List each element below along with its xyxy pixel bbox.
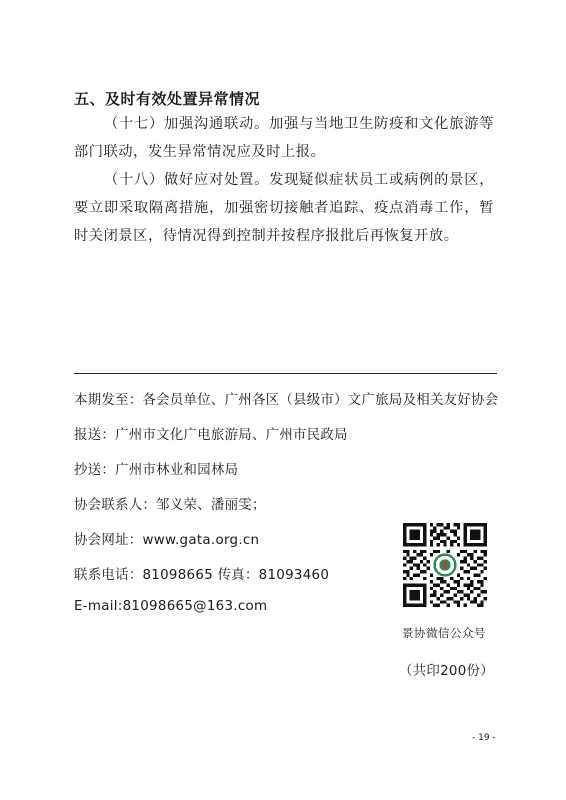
contact-persons-line: 协会联系人：邹义荣、潘丽雯； <box>74 498 266 513</box>
section-heading: 五、及时有效处置异常情况 <box>74 90 261 108</box>
qr-caption: 景协微信公众号 <box>402 626 486 640</box>
paragraph-18: （十八）做好应对处置。发现疑似症状员工或病例的景区，要立即采取隔离措施，加强密切接触者追踪、疫点消毒工作，暂时关闭景区，待情况得到控制并按程序报批后再恢复开放。 <box>74 172 494 244</box>
phone-fax-line: 联系电话：81098665 传真：81093460 <box>74 568 330 583</box>
wechat-qr-code-icon <box>403 523 487 607</box>
print-count: （共印200份） <box>399 664 494 679</box>
website-line: 协会网址：www.gata.org.cn <box>74 533 260 548</box>
copy-to-line: 抄送：广州市林业和园林局 <box>74 463 239 478</box>
report-to-line: 报送：广州市文化广电旅游局、广州市民政局 <box>74 428 348 443</box>
divider <box>74 373 497 374</box>
paragraph-17: （十七）加强沟通联动。加强与当地卫生防疫和文化旅游等部门联动，发生异常情况应及时上报。 <box>74 116 494 160</box>
email-line: E-mail:81098665@163.com <box>74 599 268 614</box>
page-number: - 19 - <box>472 733 496 743</box>
issued-to-line: 本期发至：各会员单位、广州各区（县级市）文广旅局及相关友好协会 <box>74 393 499 408</box>
